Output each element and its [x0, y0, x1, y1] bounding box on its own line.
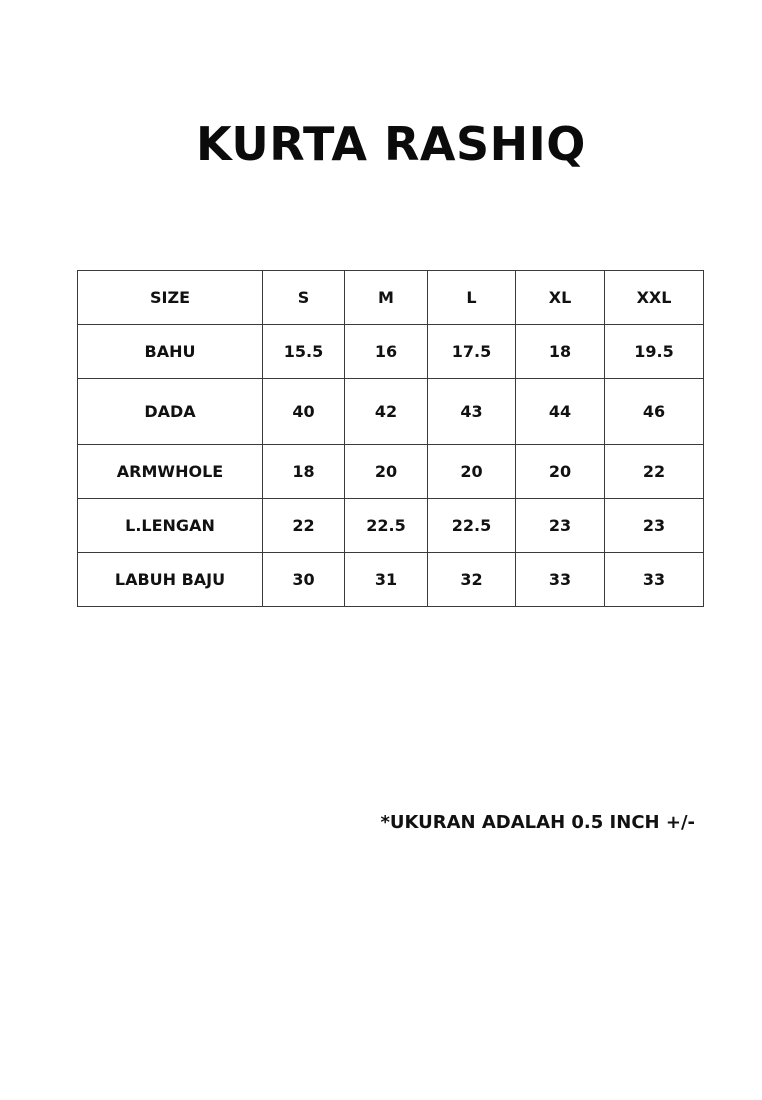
table-cell: 42 [345, 379, 428, 445]
table-cell: 33 [605, 553, 704, 607]
table-cell: 22.5 [428, 499, 516, 553]
table-cell: 46 [605, 379, 704, 445]
table-cell: 20 [345, 445, 428, 499]
table-cell: 18 [263, 445, 345, 499]
table-header-row [78, 271, 704, 325]
table-row [78, 325, 704, 379]
table-cell: 33 [516, 553, 605, 607]
column-header-s: S [263, 271, 345, 325]
row-label: DADA [78, 379, 263, 445]
row-label: L.LENGAN [78, 499, 263, 553]
table-cell: 32 [428, 553, 516, 607]
measurement-tolerance-note: *UKURAN ADALAH 0.5 INCH +/- [380, 812, 695, 833]
column-header-xxl: XXL [605, 271, 704, 325]
table-cell: 44 [516, 379, 605, 445]
table-row [78, 445, 704, 499]
table-cell: 19.5 [605, 325, 704, 379]
table-cell: 31 [345, 553, 428, 607]
row-label: BAHU [78, 325, 263, 379]
table-cell: 20 [516, 445, 605, 499]
table-cell: 22 [605, 445, 704, 499]
table-row [78, 499, 704, 553]
table-row [78, 553, 704, 607]
row-label: LABUH BAJU [78, 553, 263, 607]
table-cell: 23 [516, 499, 605, 553]
table-cell: 18 [516, 325, 605, 379]
page-title: KURTA RASHIQ [196, 117, 586, 171]
table-cell: 17.5 [428, 325, 516, 379]
column-header-xl: XL [516, 271, 605, 325]
table-cell: 16 [345, 325, 428, 379]
table-row [78, 379, 704, 445]
column-header-l: L [428, 271, 516, 325]
column-header-m: M [345, 271, 428, 325]
table-cell: 20 [428, 445, 516, 499]
table-cell: 40 [263, 379, 345, 445]
column-header-size: SIZE [78, 271, 263, 325]
table-cell: 22 [263, 499, 345, 553]
table-cell: 22.5 [345, 499, 428, 553]
table-cell: 30 [263, 553, 345, 607]
row-label: ARMWHOLE [78, 445, 263, 499]
table-cell: 15.5 [263, 325, 345, 379]
table-cell: 43 [428, 379, 516, 445]
size-chart-table [77, 270, 704, 607]
table-cell: 23 [605, 499, 704, 553]
